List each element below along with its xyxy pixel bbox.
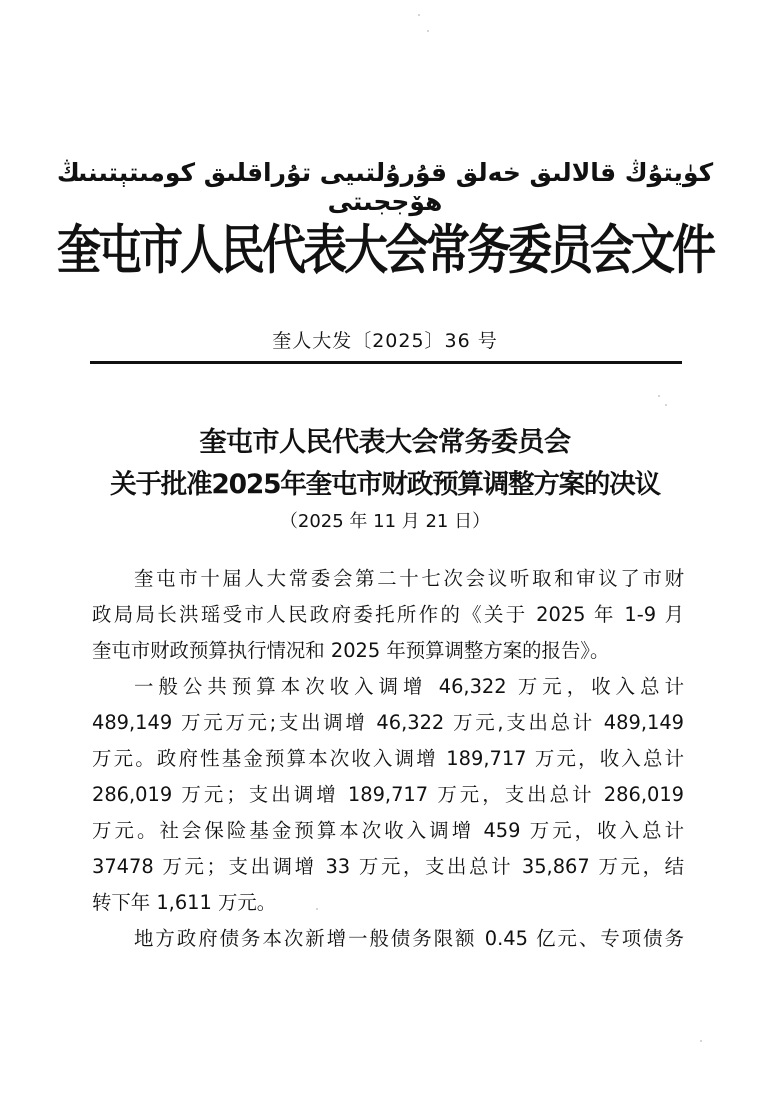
header-rule [90,361,682,364]
resolution-date: （2025 年 11 月 21 日） [279,511,491,532]
body-line: 489,149 万元万元;支出调增 46,322 万元,支出总计 489,149 [92,711,684,734]
body-line: 37478 万元；支出调增 33 万元，支出总计 35,867 万元，结 [92,855,684,878]
uyghur-title: كۈيتۇڭ قالالىق خەلق قۇرۇلتىيى تۇراقلىق كومىتېتىنىڭ ھۆججىتى [56,158,714,216]
body-line: 转下年 1,611 万元。 [92,891,277,914]
resolution-title-line-1: 奎屯市人民代表大会常务委员会 [199,427,571,458]
body-line: 万元。政府性基金预算本次收入调增 189,717 万元，收入总计 [92,747,684,770]
body-line: 奎屯市财政预算执行情况和 2025 年预算调整方案的报告》。 [92,639,610,662]
body-line: 一般公共预算本次收入调增 46,322 万元，收入总计 [134,675,684,698]
scan-speck [658,395,660,397]
body-line: 奎屯市十届人大常委会第二十七次会议听取和审议了市财 [134,567,684,590]
scan-speck [427,30,429,32]
resolution-title-line-2: 关于批准2025年奎屯市财政预算调整方案的决议 [110,469,660,500]
body-line: 万元。社会保险基金预算本次收入调增 459 万元，收入总计 [92,819,684,842]
org-title: 奎屯市人民代表大会常务委员会文件 [57,220,713,282]
scan-speck [665,404,667,406]
scan-speck [700,1040,702,1042]
scan-speck [418,14,420,16]
body-line: 地方政府债务本次新增一般债务限额 0.45 亿元、专项债务 [134,927,684,950]
body-line: 政局局长洪瑶受市人民政府委托所作的《关于 2025 年 1-9 月 [92,603,684,626]
body-line: 286,019 万元；支出调增 189,717 万元，支出总计 286,019 [92,783,684,806]
document-number: 奎人大发〔2025〕36 号 [272,330,498,352]
